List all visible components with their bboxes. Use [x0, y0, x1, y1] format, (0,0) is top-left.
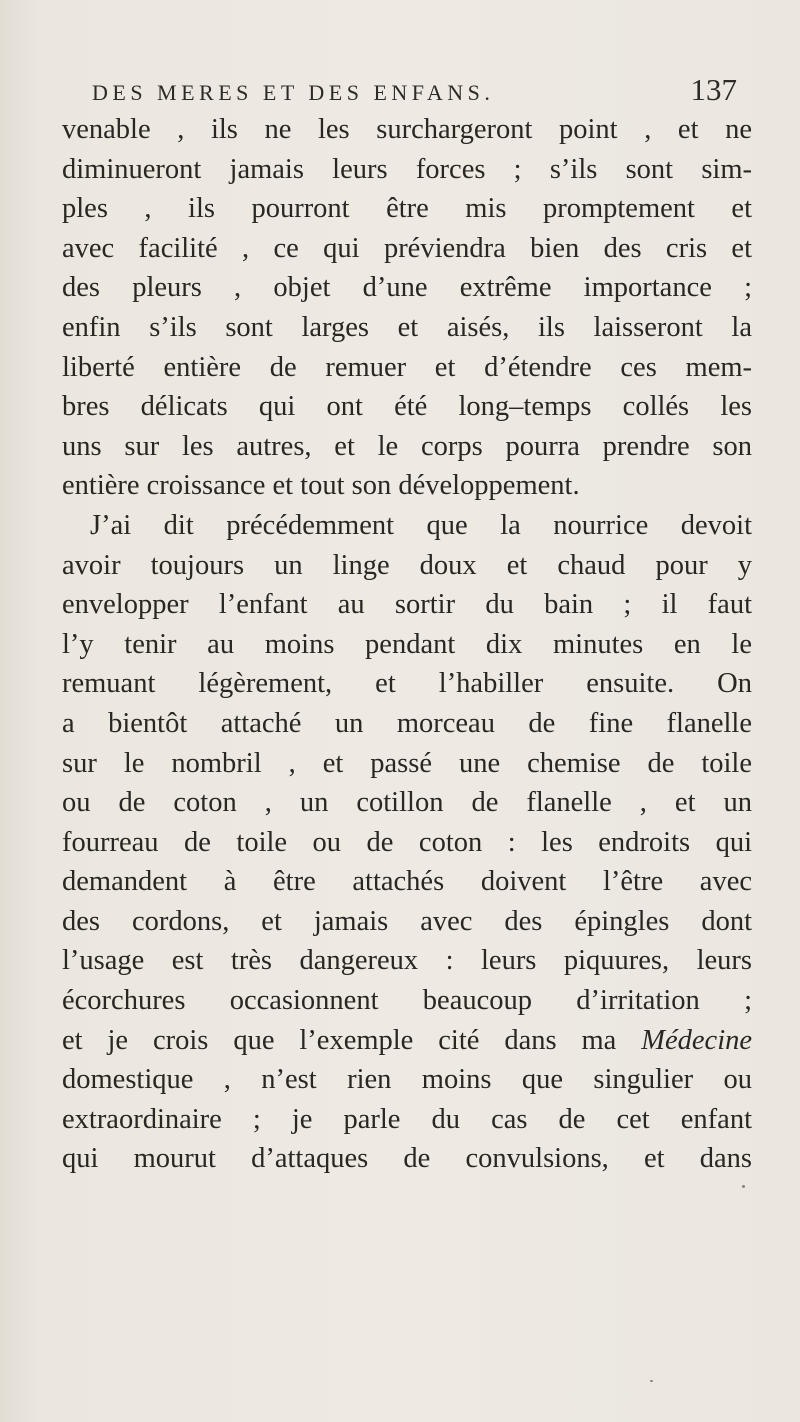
text-line: liberté entière de remuer et d’étendre ces mem- — [62, 351, 752, 383]
text-line: sur le nombril , et passé une chemise de toile — [62, 747, 752, 779]
text-line: avec facilité , ce qui préviendra bien des cris et — [62, 232, 752, 264]
text-line-with-italic — [62, 1021, 752, 1061]
text-line: avoir toujours un linge doux et chaud pour y — [62, 549, 752, 581]
italic-term: Médecine — [641, 1024, 752, 1056]
text-line: a bientôt attaché un morceau de fine flanelle — [62, 707, 752, 739]
text-line: ples , ils pourront être mis promptement et — [62, 193, 752, 225]
text-line: entière croissance et tout son développement. — [62, 470, 580, 502]
text-line: enfin s’ils sont larges et aisés, ils laisseront la — [62, 311, 752, 343]
text-line: envelopper l’enfant au sortir du bain ; il faut — [62, 589, 752, 621]
text-line: écorchures occasionnent beaucoup d’irritation ; — [62, 985, 752, 1017]
text-line: demandent à être attachés doivent l’être avec — [62, 866, 752, 898]
text-line: bres délicats qui ont été long–temps collés les — [62, 391, 752, 423]
text-line: ou de coton , un cotillon de flanelle , et un — [62, 787, 752, 819]
text-line: des pleurs , objet d’une extrême importance ; — [62, 272, 752, 304]
running-head: DES MERES ET DES ENFANS. — [92, 80, 495, 105]
text-line: l’y tenir au moins pendant dix minutes en le — [62, 628, 752, 660]
text-line: uns sur les autres, et le corps pourra prendre son — [62, 430, 752, 462]
text-line: diminueront jamais leurs forces ; s’ils sont sim- — [62, 153, 752, 185]
paper-speck — [650, 1380, 653, 1382]
body-text — [62, 110, 752, 1179]
text-line: extraordinaire ; je parle du cas de cet enfant — [62, 1103, 752, 1135]
text-line: l’usage est très dangereux : leurs piquures, leurs — [62, 945, 752, 977]
paper-speck — [742, 1185, 745, 1188]
text-line: fourreau de toile ou de coton : les endroits qui — [62, 826, 752, 858]
text-line: remuant légèrement, et l’habiller ensuite. On — [62, 668, 752, 700]
line-text: et je crois que l’exemple cité dans ma — [62, 1024, 617, 1056]
page-number: 137 — [690, 72, 737, 107]
text-line: J’ai dit précédemment que la nourrice devoit — [90, 509, 752, 541]
text-line: venable , ils ne les surchargeront point , et ne — [62, 114, 752, 145]
text-line: qui mourut d’attaques de convulsions, et dans — [62, 1143, 752, 1175]
text-line: des cordons, et jamais avec des épingles dont — [62, 905, 752, 937]
text-line: domestique , n’est rien moins que singulier ou — [62, 1064, 752, 1096]
